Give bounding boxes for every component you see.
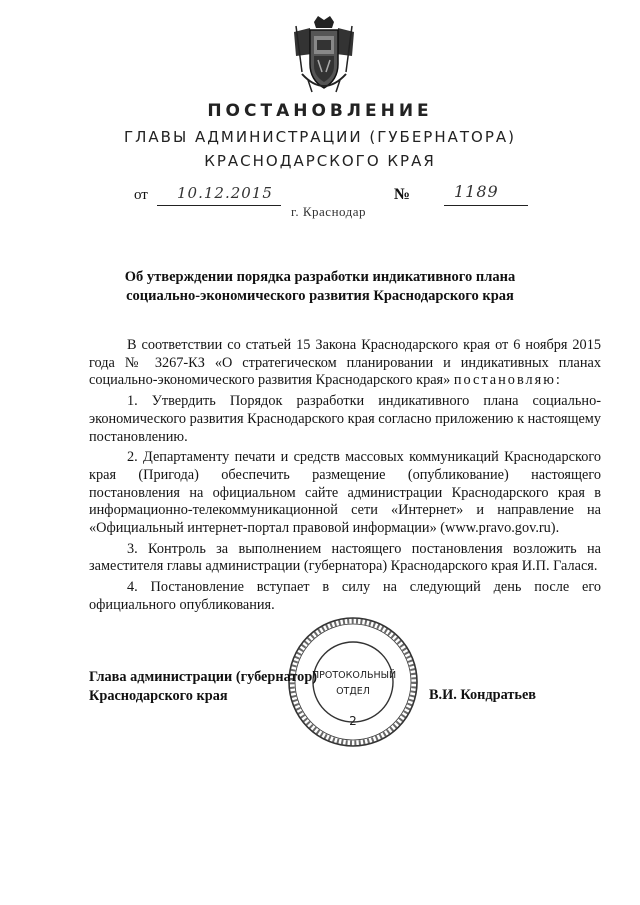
preamble-paragraph — [89, 337, 601, 390]
clause-1: 1. Утвердить Порядок разработки индикативного плана социально-экономического развития Краснодарского края согласно приложению к настоящему постановлению. — [89, 393, 601, 445]
date-underline — [157, 184, 281, 206]
handwritten-date: 10.12.2015 — [177, 184, 273, 202]
stamp-number: 2 — [349, 714, 357, 728]
number-underline — [444, 184, 528, 206]
city-label: г. Краснодар — [291, 204, 367, 219]
number-label: № — [394, 186, 411, 203]
preamble-text: В соответствии со статьей 15 Закона Краснодарского края от 6 ноября 2015 года № 3267-КЗ «О стратегическом планировании и индикативных планах социально-экономического развития Краснодарского края» — [89, 337, 601, 389]
clause-2: 2. Департаменту печати и средств массовых коммуникаций Краснодарского края (Пригода) обеспечить размещение (опубликование) настоящего постановления на официальном сайте администрации Краснодарского края в информационно-телекоммуникационной сети «Интернет» и направление на «Официальный интернет-портал правовой информации» (www.pravo.gov.ru). — [89, 449, 601, 537]
clause-4: 4. Постановление вступает в силу на следующий день после его официального опубликования. — [89, 579, 601, 613]
title-line-2: социально-экономического развития Краснодарского края — [126, 288, 514, 304]
signatory-position-line-2: Краснодарского края — [89, 688, 228, 704]
stamp-line-1: ПРОТОКОЛЬНЫЙ — [312, 670, 397, 681]
issuer-line: ГЛАВЫ АДМИНИСТРАЦИИ (ГУБЕРНАТОРА) — [123, 128, 517, 146]
date-prefix-label: от — [134, 187, 148, 203]
region-line: КРАСНОДАРСКОГО КРАЯ — [204, 152, 436, 170]
document-title — [100, 268, 540, 306]
title-line-1: Об утверждении порядка разработки индикативного плана — [124, 269, 516, 285]
coat-of-arms-emblem — [288, 14, 360, 98]
handwritten-number: 1189 — [454, 182, 499, 201]
decree-word: постановляю: — [453, 372, 562, 389]
stamp-line-2: ОТДЕЛ — [336, 686, 370, 697]
document-type-title: ПОСТАНОВЛЕНИЕ — [207, 101, 433, 121]
signatory-position-line-1: Глава администрации (губернатор) — [89, 669, 318, 685]
signatory-position — [89, 668, 349, 706]
document-body — [89, 337, 601, 618]
signatory-name: В.И. Кондратьев — [429, 687, 537, 703]
clause-3: 3. Контроль за выполнением настоящего постановления возложить на заместителя главы администрации (губернатора) Краснодарского края И.П. Галася. — [89, 540, 601, 575]
